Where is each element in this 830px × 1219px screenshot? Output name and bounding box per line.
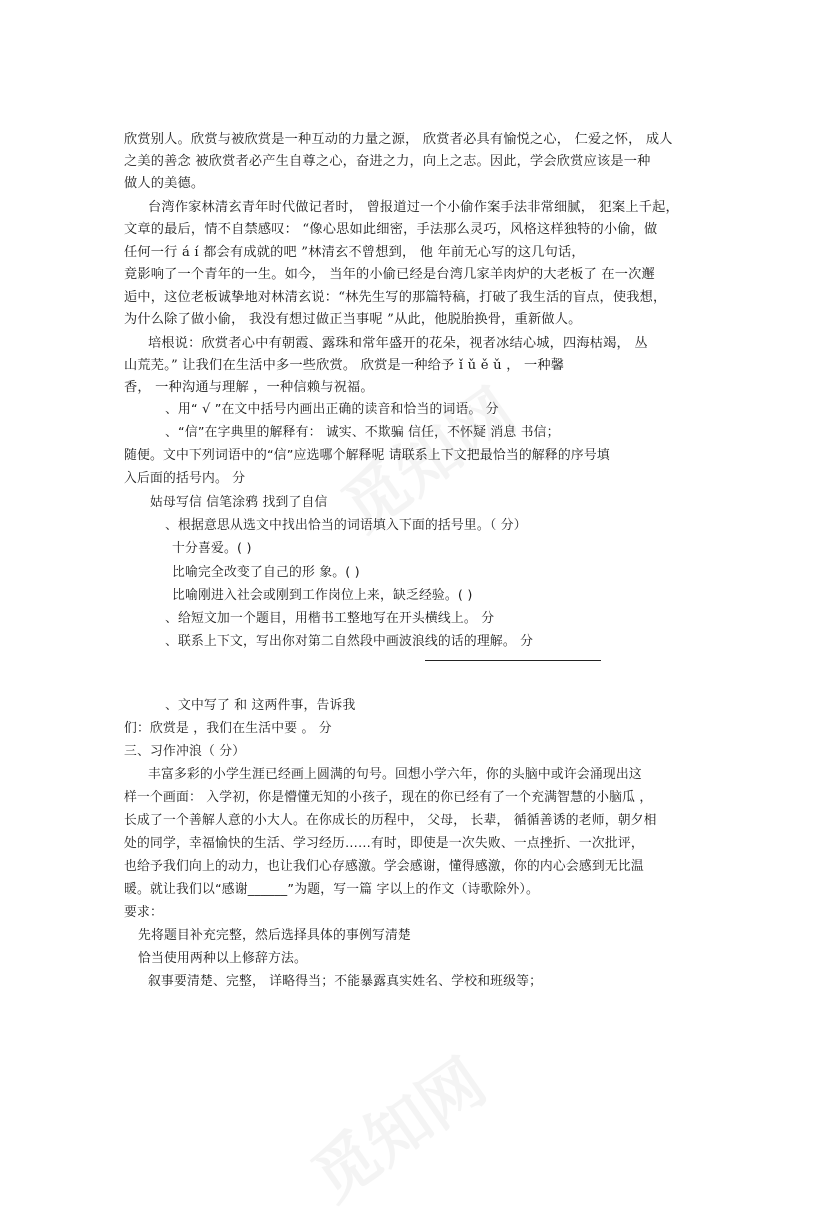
requirement-item: 叙事要清楚、完整， 详略得当；不能暴露真实姓名、学校和班级等；: [148, 974, 543, 989]
composition-line: 也给予我们向上的动力，也让我们心存感激。学会感谢，懂得感激，你的内心会感到无比温: [124, 859, 644, 874]
reading-line: 培根说：欣赏者心中有朝霞、露珠和常年盛开的花朵，视者冰结心城，四海枯竭， 丛: [148, 336, 648, 351]
reading-line: 香， 一种沟通与理解 ，一种信赖与祝福。: [124, 380, 374, 395]
question-line: 十分喜爱。( ): [172, 541, 252, 556]
reading-line: 做人的美德。: [124, 176, 205, 191]
reading-line: 为什么除了做小偷， 我没有想过做正当事呢 ”从此，他脱胎换骨，重新做人。: [124, 312, 582, 327]
answer-line: [425, 660, 601, 661]
requirement-item: 恰当使用两种以上修辞方法。: [138, 951, 307, 966]
reading-line: 文章的最后，情不自禁感叹： “像心思如此细密，手法那么灵巧，风格这样独特的小偷，做: [124, 222, 658, 237]
question-line: 、联系上下文，写出你对第二自然段中画波浪线的话的理解。 分: [165, 634, 534, 649]
composition-line: 样一个画面： 入学初，你是懵懂无知的小孩子，现在的你已经有了一个充满智慧的小脑瓜 ，: [124, 790, 653, 805]
question-line: 、“信”在字典里的解释有： 诚实、不欺骗 信任，不怀疑 消息 书信；: [165, 425, 560, 440]
question-line: 比喻完全改变了自己的形 象。( ): [172, 565, 360, 580]
requirement-item: 先将题目补充完整，然后选择具体的事例写清楚: [138, 928, 411, 943]
watermark: [291, 1033, 501, 1218]
question-line: 、根据意思从选文中找出恰当的词语填入下面的括号里。（ 分）: [165, 518, 527, 533]
reading-line: 逅中，这位老板诚挚地对林清玄说：“林先生写的那篇特稿，打破了我生活的盲点，使我想，: [124, 290, 667, 305]
question-line: 比喻刚进入社会或刚到工作岗位上来，缺乏经验。( ): [172, 588, 473, 603]
composition-line: 处的同学，幸福愉快的生活、学习经历……有时，即使是一次失败、一点挫折、一次批评，: [124, 836, 644, 851]
question-line: 、给短文加一个题目，用楷书工整地写在开头横线上。 分: [165, 611, 495, 626]
requirements-label: 要求：: [124, 905, 163, 920]
reading-line: 竟影响了一个青年的一生。如今， 当年的小偷已经是台湾几家羊肉炉的大老板了 在一次邂: [124, 267, 655, 282]
question-line: 随便。文中下列词语中的“信”应选哪个解释呢 请联系上下文把最恰当的解释的序号填: [124, 448, 610, 463]
reading-line: 山荒芜。” 让我们在生活中多一些欣赏。 欣赏是一种给予 ǐ ǔ ě ǔ ， 一种馨: [124, 358, 565, 373]
composition-line: 丰富多彩的小学生涯已经画上圆满的句号。回想小学六年，你的头脑中或许会涌现出这: [148, 767, 642, 782]
composition-line: 长成了一个善解人意的小大人。在你成长的历程中， 父母， 长辈， 循循善诱的老师，朝夕相: [124, 813, 657, 828]
question-line: 姑母写信 信笔涂鸦 找到了自信: [150, 495, 328, 510]
question-line: 们：欣赏是 ，我们在生活中要 。 分: [124, 721, 332, 736]
reading-line: 之美的善念 被欣赏者必产生自尊之心，奋进之力，向上之志。因此，学会欣赏应该是一种: [124, 154, 651, 169]
reading-line: 台湾作家林清玄青年时代做记者时， 曾报道过一个小偷作案手法非常细腻， 犯案上千起，: [148, 200, 679, 215]
section-heading: 三、习作冲浪（ 分）: [124, 744, 246, 759]
reading-line: 欣赏别人。欣赏与被欣赏是一种互动的力量之源， 欣赏者必具有愉悦之心， 仁爱之怀， 成人: [124, 132, 673, 147]
question-line: 入后面的括号内。 分: [124, 471, 246, 486]
question-line: 、用“ √ ”在文中括号内画出正确的读音和恰当的词语。 分: [165, 402, 499, 417]
question-line: 、文中写了 和 这两件事，告诉我: [165, 698, 356, 713]
reading-line: 任何一行 á í 都会有成就的吧 ”林清玄不曾想到， 他 年前无心写的这几句话，: [124, 245, 585, 260]
composition-line: 暖。就让我们以“感谢______”为题，写一篇 字以上的作文（诗歌除外）。: [124, 882, 540, 897]
